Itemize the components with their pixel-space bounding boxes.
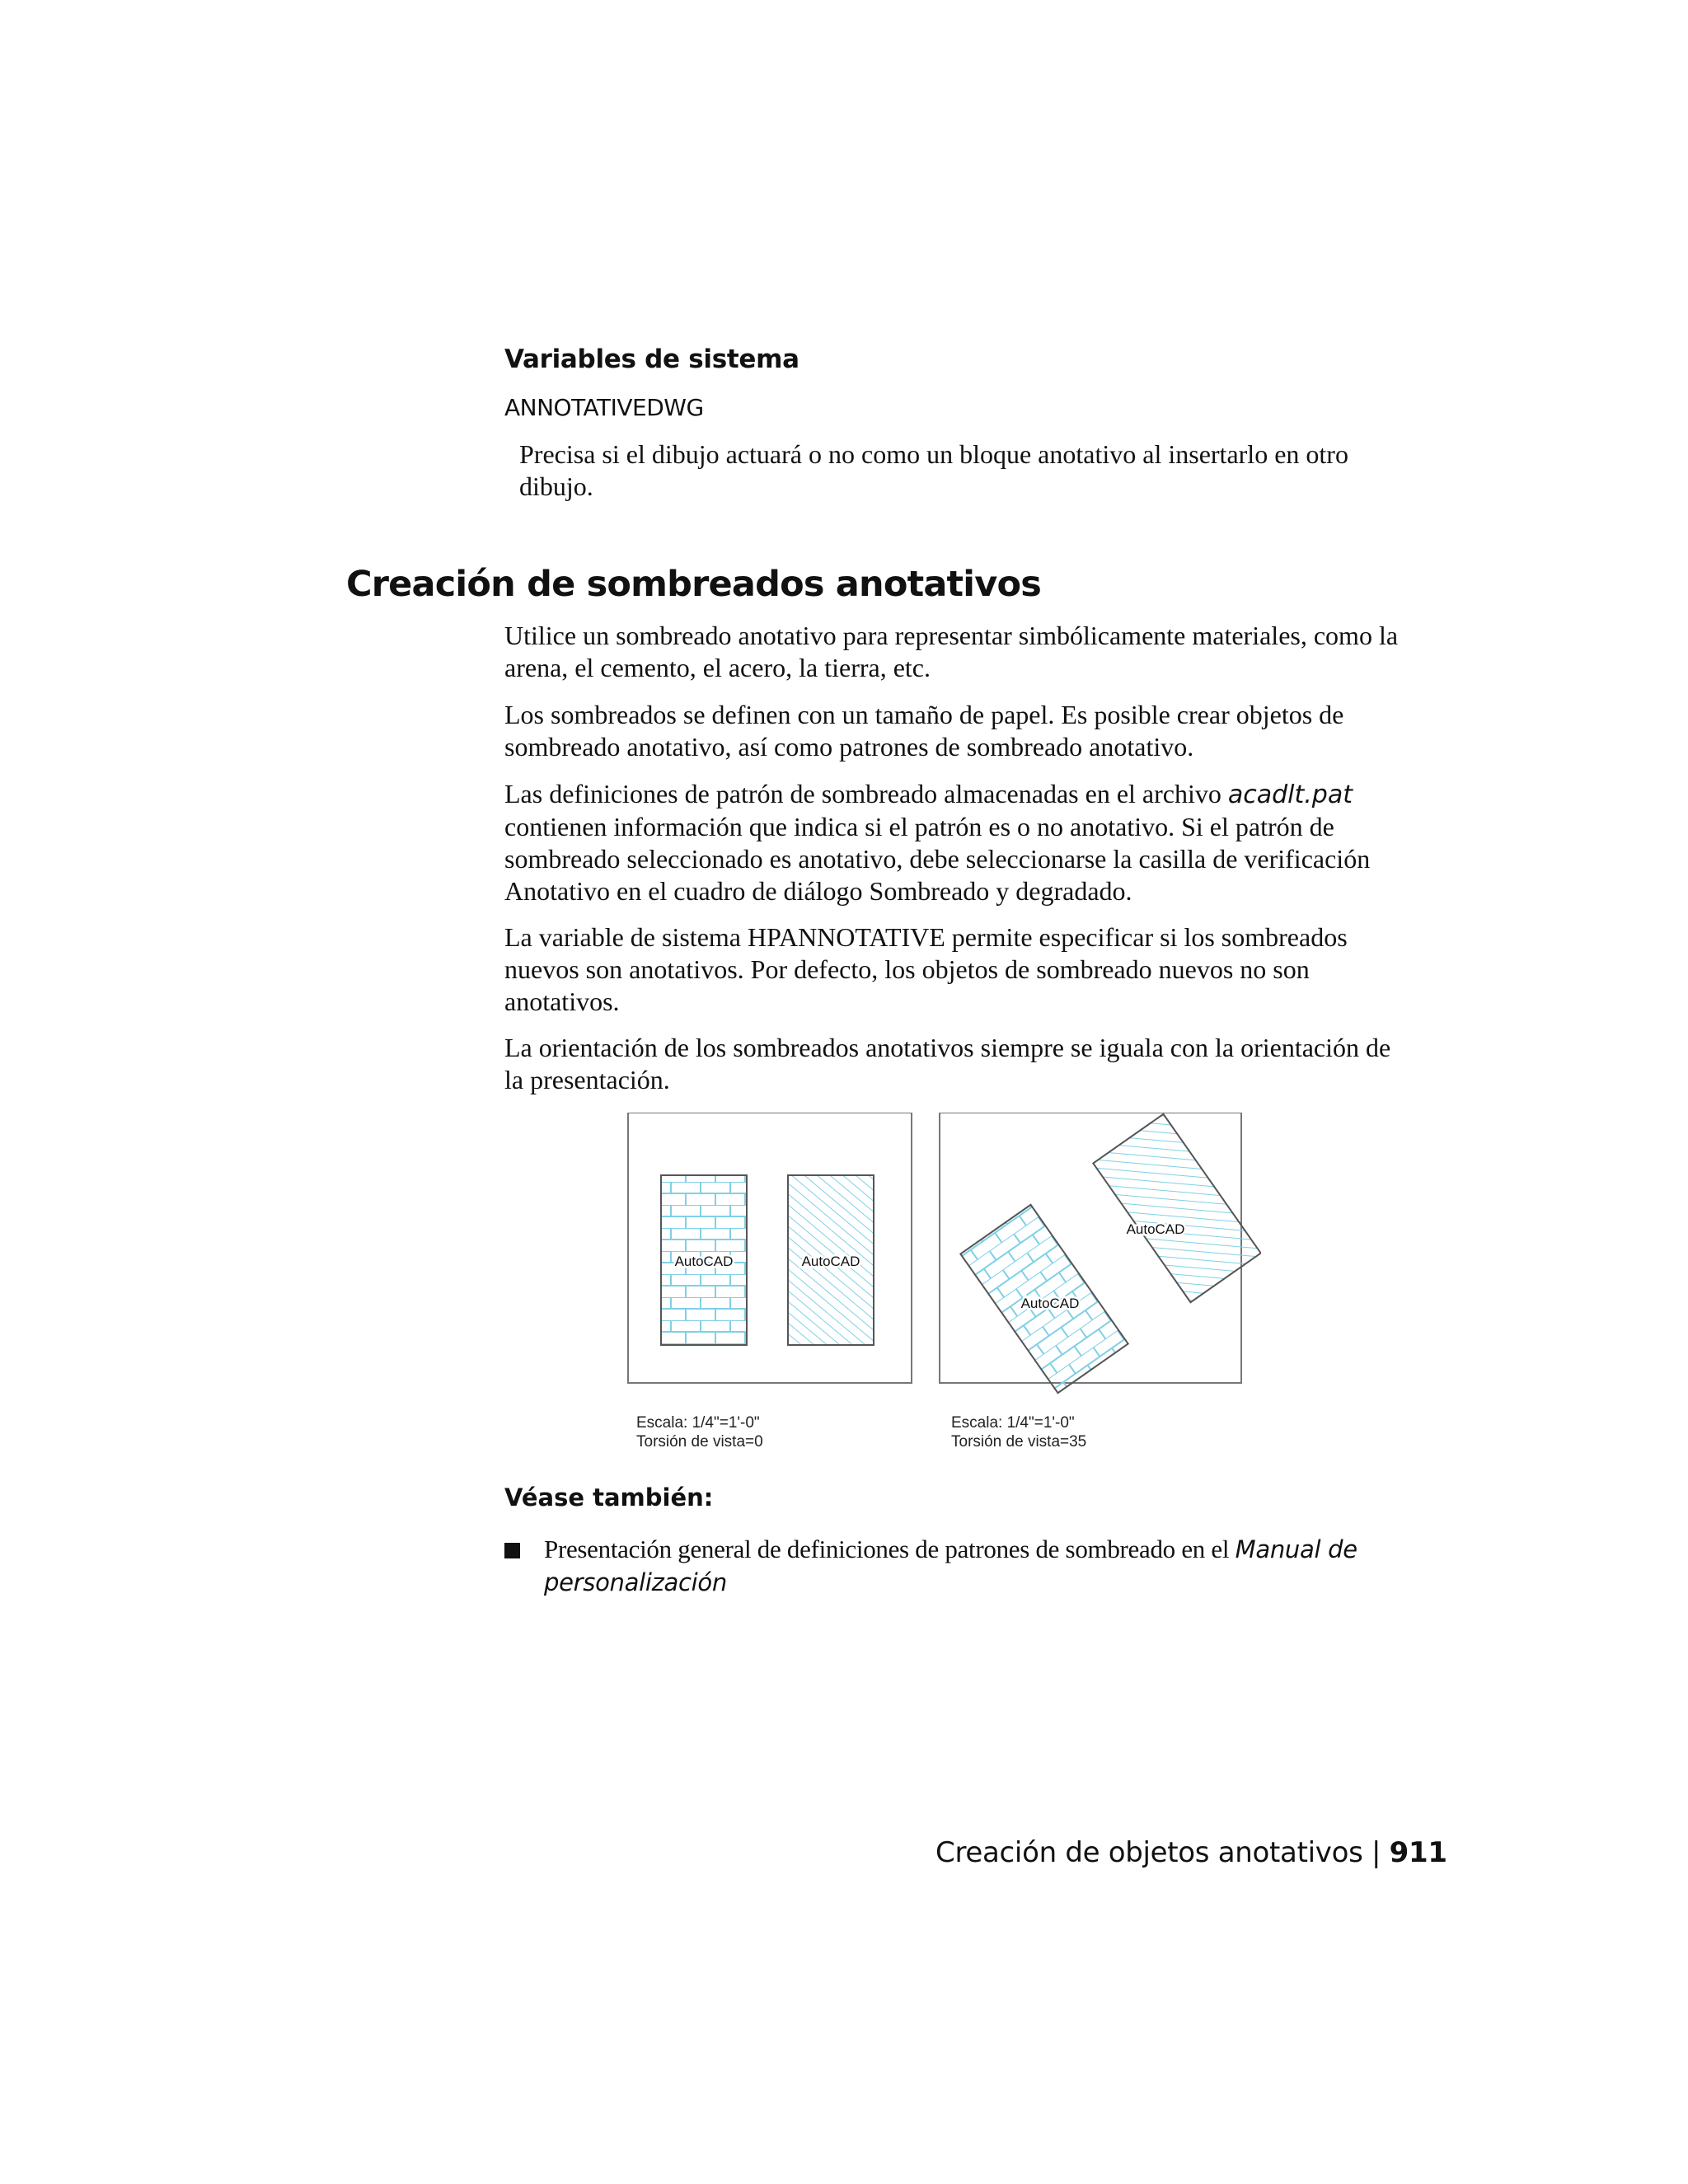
twist-caption: Torsión de vista=35 (951, 1433, 1087, 1451)
see-also-link[interactable] (544, 1533, 1401, 1599)
see-also-heading: Véase también: (504, 1483, 714, 1511)
viewport-twist-35 (940, 1113, 1261, 1393)
paragraph-text: contienen información que indica si el patrón es o no anotativo. Si el patrón de sombreado seleccionado es anotativo, debe seleccionarse la casilla de verificación Anotativo en el cuadro de diálogo Sombreado y degradado. (504, 812, 1371, 906)
paragraph-hpannotative: La variable de sistema HPANNOTATIVE permite especificar si los sombreados nuevos son anotativos. Por defecto, los objetos de sombreado nuevos no son anotativos. (504, 922, 1348, 1016)
left-viewport-caption (636, 1413, 763, 1451)
manual-title: Manual de personalización (544, 1535, 1357, 1596)
file-name: acadlt.pat (1227, 780, 1353, 809)
right-viewport-caption (951, 1413, 1086, 1451)
hatch-label: AutoCAD (1020, 1296, 1080, 1311)
paragraph-orientation: La orientación de los sombreados anotativos siempre se iguala con la orientación de la presentación. (504, 1033, 1391, 1094)
hatch-label: AutoCAD (1126, 1221, 1185, 1237)
paragraph-pattern-definitions (504, 778, 1403, 907)
section-title: Creación de sombreados anotativos (346, 564, 1042, 605)
hatch-label: AutoCAD (674, 1254, 734, 1269)
system-variables-heading: Variables de sistema (504, 344, 799, 374)
twist-caption: Torsión de vista=0 (636, 1433, 763, 1451)
see-also-text: Presentación general de definiciones de patrones de sombreado en el (544, 1535, 1236, 1563)
system-variable-name[interactable]: ANNOTATIVEDWG (504, 394, 704, 421)
paragraph-text: Las definiciones de patrón de sombreado almacenadas en el archivo (504, 779, 1228, 808)
paragraph-intro: Utilice un sombreado anotativo para representar simbólicamente materiales, como la arena, el cemento, el acero, la tierra, etc. (504, 621, 1399, 682)
scale-caption: Escala: 1/4"=1'-0" (636, 1414, 760, 1432)
scale-caption: Escala: 1/4"=1'-0" (951, 1414, 1075, 1432)
system-variable-description: Precisa si el dibujo actuará o no como un bloque anotativo al insertarlo en otro dibujo. (519, 439, 1348, 501)
paragraph-paper-size: Los sombreados se definen con un tamaño de papel. Es posible crear objetos de sombreado anotativo, así como patrones de sombreado anotativo. (504, 700, 1344, 762)
bullet-square-icon (504, 1543, 520, 1558)
footer-chapter: Creación de objetos anotativos | (935, 1836, 1390, 1869)
viewport-twist-0 (628, 1113, 912, 1383)
page-footer (935, 1836, 1447, 1869)
hatch-label: AutoCAD (801, 1254, 860, 1269)
page-number: 911 (1389, 1836, 1447, 1869)
